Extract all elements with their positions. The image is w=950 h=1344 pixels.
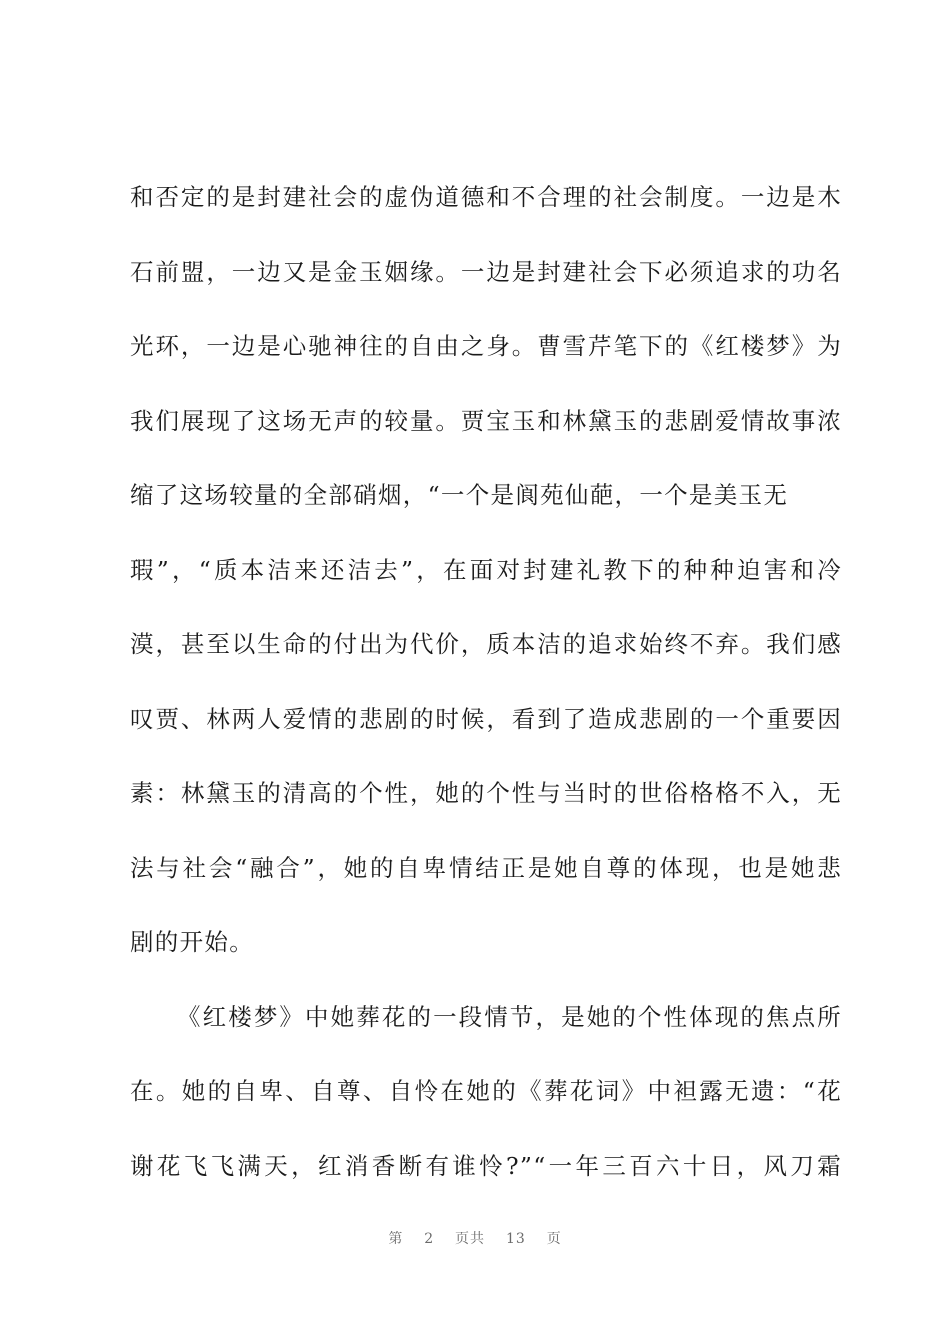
footer-label-di: 第 [388,1231,404,1247]
paragraph-start-line: 《红楼梦》中她葬花的一段情节，是她的个性体现的焦点所 [177,1002,842,1031]
footer-label-ye-gong: 页共 [455,1231,486,1247]
page-footer [0,1228,950,1248]
footer-label-ye: 页 [546,1231,562,1247]
text-line: 谢花飞飞满天，红消香断有谁怜?”“一年三百六十日，风刀霜 [130,1151,842,1180]
text-line: 漠，甚至以生命的付出为代价，质本洁的追求始终不弃。我们感 [130,630,842,658]
text-line: 叹贾、林两人爱情的悲剧的时候，看到了造成悲剧的一个重要因 [130,704,842,733]
text-line: 光环，一边是心驰神往的自由之身。曹雪芹笔下的《红楼梦》为 [130,332,842,360]
text-line: 石前盟，一边又是金玉姻缘。一边是封建社会下必须追求的功名 [130,257,842,286]
text-line: 素：林黛玉的清高的个性，她的个性与当时的世俗格格不入，无 [130,779,842,807]
text-line: 在。她的自卑、自尊、自怜在她的《葬花词》中袒露无遗：“花 [130,1077,842,1105]
paragraph-end-line: 剧的开始。 [130,928,254,956]
footer-page-total: 13 [505,1231,526,1247]
text-line: 法与社会“融合”，她的自卑情结正是她自尊的体现，也是她悲 [130,853,842,882]
body-text [130,172,842,1215]
text-line: 瑕”，“质本洁来还洁去”，在面对封建礼教下的种种迫害和冷 [130,555,842,584]
text-line: 和否定的是封建社会的虚伪道德和不合理的社会制度。一边是木 [130,183,842,211]
footer-page-current: 2 [424,1231,435,1247]
text-line: 我们展现了这场无声的较量。贾宝玉和林黛玉的悲剧爱情故事浓 [130,406,842,435]
text-line: 缩了这场较量的全部硝烟，“一个是阆苑仙葩，一个是美玉无 [130,481,789,509]
